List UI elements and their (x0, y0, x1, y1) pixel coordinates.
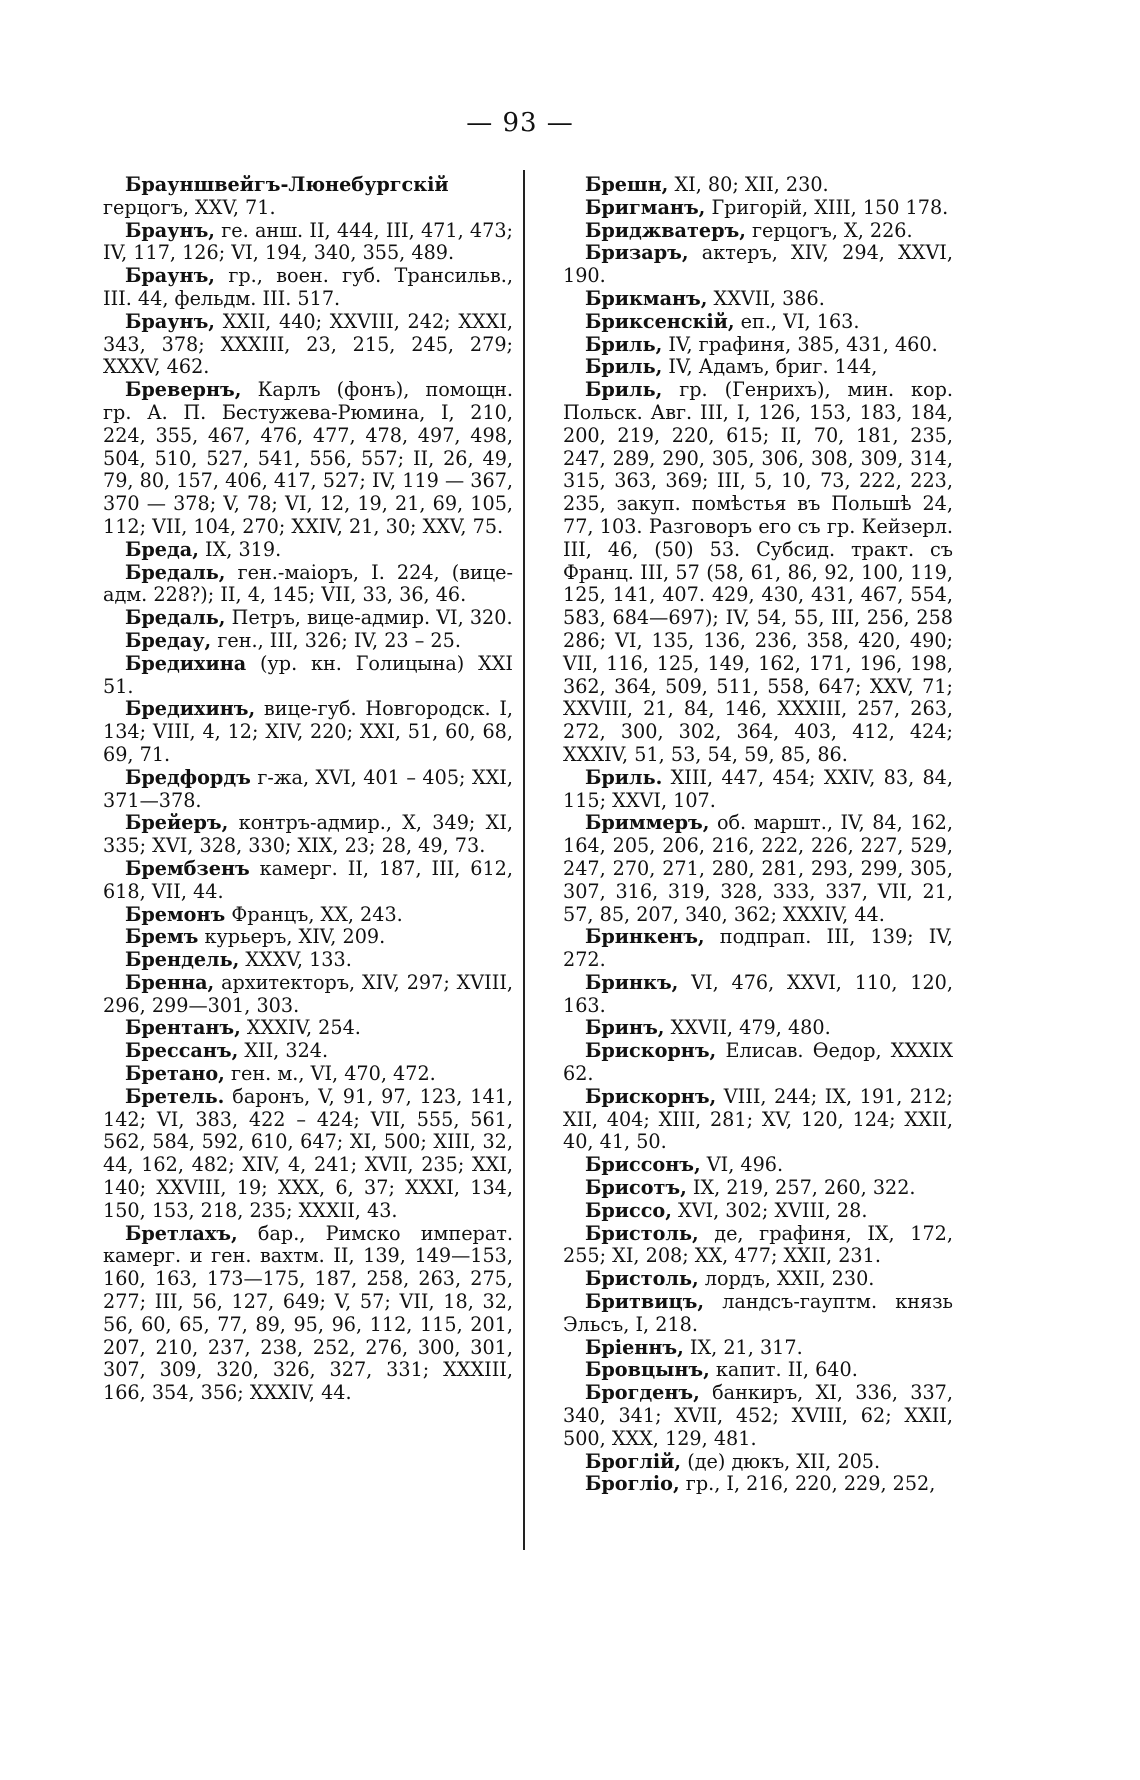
entry-references: IX, 219, 257, 260, 322. (686, 1176, 916, 1200)
entry-heading: Брисотъ, (585, 1176, 687, 1200)
entry-references: VI, 496. (700, 1153, 784, 1177)
index-entry (103, 1017, 513, 1040)
index-entry (563, 1177, 953, 1200)
entry-references: XVI, 302; XVIII, 28. (671, 1198, 868, 1222)
index-entry (103, 174, 513, 220)
entry-references: VIII, 244; IX, 191, 212; XII, 404; XIII, 281; XV, 120, 124; XXII, 40, 41, 50. (563, 1084, 953, 1154)
index-entry (103, 972, 513, 1018)
entry-references: гр. (Генрихъ), мин. кор. Польск. Авг. III, I, 126, 153, 183, 184, 200, 219, 220, 615; II, 70, 181, 235, 247, 289, 290, 305, 306, 308, 309, 314, 315, 363, 369; III, 5, 10, 73, 222, 223, 235, закуп. помѣстья въ Польшѣ 24, 77, 103. Разговоръ его съ гр. Кейзерл. III, 46, (50) 53. Субсид. тракт. съ Франц. III, 57 (58, 61, 86, 92, 100, 119, 125, 141, 407. 429, 430, 431, 467, 554, 583, 684—697); IV, 54, 55, III, 256, 258 286; VI, 135, 136, 236, 358, 420, 490; VII, 116, 125, 149, 162, 171, 196, 198, 362, 364, 509, 511, 558, 647; XXV, 71; XXVIII, 21, 84, 146, XXXIII, 257, 263, 272, 300, 302, 364, 403, 412, 424; XXXIV, 51, 53, 54, 59, 85, 86. (563, 378, 953, 766)
entry-heading: Бровцынъ, (585, 1358, 710, 1382)
entry-references: Елисав. Өедор, XXXIX 62. (563, 1039, 953, 1086)
page-number: — 93 — (466, 108, 574, 138)
entry-heading: Брембзенъ (125, 856, 250, 880)
index-entry (103, 539, 513, 562)
entry-heading: Броглій, (585, 1449, 682, 1473)
index-entry (103, 904, 513, 927)
index-entry (563, 1223, 953, 1269)
entry-references: лордъ, XXII, 230. (698, 1267, 875, 1291)
entry-references: герцогъ, X, 226. (745, 218, 913, 242)
entry-references: актеръ, XIV, 294, XXVI, 190. (563, 241, 953, 288)
entry-heading: Брешн, (585, 173, 669, 196)
index-entry (563, 288, 953, 311)
index-entry (103, 1040, 513, 1063)
entry-heading: Бредихина (125, 651, 247, 675)
index-entry (563, 1086, 953, 1154)
entry-heading: Бристоль, (585, 1267, 699, 1291)
index-entry (563, 1268, 953, 1291)
index-entry (103, 630, 513, 653)
index-entry (103, 311, 513, 379)
entry-references: ген.-маіоръ, I. 224, (вице-адм. 228?); II, 4, 145; VII, 33, 36, 46. (103, 560, 513, 607)
entry-heading: Бриссо, (585, 1198, 672, 1222)
entry-heading: Брауншвейгъ-Люнебургскій (125, 173, 449, 196)
entry-heading: Бриммеръ, (585, 811, 710, 835)
entry-heading: Брейеръ, (125, 811, 229, 835)
index-entry (103, 379, 513, 539)
index-entry (563, 926, 953, 972)
index-entry (563, 1451, 953, 1474)
left-column (103, 174, 513, 1405)
entry-heading: Бріеннъ, (585, 1335, 684, 1359)
index-entry (563, 972, 953, 1018)
entry-references: подпрап. III, 139; IV, 272. (563, 925, 953, 972)
entry-heading: Браунъ, (125, 218, 215, 242)
entry-references: ландсъ-гауптм. князь Эльсъ, I, 218. (563, 1290, 953, 1336)
entry-heading: Бринкъ, (585, 970, 679, 994)
entry-heading: Бредфордъ (125, 765, 251, 789)
entry-references: ген. м., VI, 470, 472. (224, 1062, 436, 1086)
index-entry (563, 1154, 953, 1177)
entry-references: ген., III, 326; IV, 23 – 25. (211, 628, 461, 652)
index-entry (103, 858, 513, 904)
entry-heading: Брентанъ, (125, 1016, 241, 1040)
entry-references: курьеръ, XIV, 209. (198, 925, 386, 949)
index-entry (563, 812, 953, 926)
index-entry (103, 562, 513, 608)
entry-references: капит. II, 640. (709, 1358, 858, 1382)
entry-heading: Бретано, (125, 1062, 225, 1086)
entry-references: XXVII, 386. (707, 286, 825, 310)
column-divider (523, 170, 525, 1550)
entry-references: IV, Адамъ, бриг. 144, (662, 355, 878, 379)
entry-references: де, графиня, IX, 172, 255; XI, 208; XX, 477; XXII, 231. (563, 1221, 953, 1268)
entry-references: ге. анш. II, 444, III, 471, 473; IV, 117, 126; VI, 194, 340, 355, 489. (103, 218, 513, 265)
entry-references: гр., I, 216, 220, 229, 252, (679, 1472, 936, 1496)
index-entry (563, 356, 953, 379)
entry-heading: Бриль, (585, 332, 663, 356)
entry-heading: Брискорнъ, (585, 1039, 717, 1063)
entry-references: XXVII, 479, 480. (664, 1016, 831, 1040)
index-entry (103, 1063, 513, 1086)
right-column (563, 174, 953, 1496)
entry-references: банкиръ, XI, 336, 337, 340, 341; XVII, 452; XVIII, 62; XXII, 500, XXX, 129, 481. (563, 1381, 953, 1450)
entry-references: VI, 476, XXVI, 110, 120, 163. (563, 970, 953, 1017)
index-entry (563, 242, 953, 288)
index-entry (563, 197, 953, 220)
index-entry (103, 1223, 513, 1405)
entry-references: архитекторъ, XIV, 297; XVIII, 296, 299—301, 303. (103, 970, 513, 1017)
entry-heading: Бренна, (125, 970, 215, 994)
index-entry (563, 379, 953, 767)
index-entry (103, 1086, 513, 1223)
entry-references: еп., VI, 163. (734, 309, 860, 333)
entry-heading: Бринъ, (585, 1016, 665, 1040)
entry-heading: Бризаръ, (585, 241, 689, 265)
index-entry (563, 1382, 953, 1450)
entry-heading: Бриль, (585, 378, 663, 402)
entry-references: Петръ, вице-адмир. VI, 320. (225, 606, 513, 630)
entry-references: XXII, 440; XXVIII, 242; XXXI, 343, 378; XXXIII, 23, 215, 245, 279; XXXV, 462. (103, 309, 513, 379)
entry-references: IX, 319. (198, 537, 282, 561)
index-entry (563, 1040, 953, 1086)
entry-references: (де) дюкъ, XII, 205. (681, 1449, 881, 1473)
index-entry (103, 926, 513, 949)
entry-heading: Бретлахъ, (125, 1221, 238, 1245)
entry-heading: Бремъ (125, 925, 199, 949)
entry-heading: Бристоль, (585, 1221, 699, 1245)
entry-heading: Бриль, (585, 355, 663, 379)
index-entry (563, 334, 953, 357)
index-entry (563, 311, 953, 334)
entry-references: об. маршт., IV, 84, 162, 164, 205, 206, 216, 222, 226, 227, 529, 247, 270, 271, 280, 281, 293, 299, 305, 307, 316, 319, 328, 333, 337, VII, 21, 57, 85, 207, 340, 362; XXXIV, 44. (563, 811, 953, 926)
index-entry (563, 220, 953, 243)
entry-heading: Бригманъ, (585, 195, 706, 219)
entry-heading: Брессанъ, (125, 1039, 239, 1063)
entry-references: XXXV, 133. (239, 948, 352, 972)
entry-references: (ур. кн. Голицына) XXI 51. (103, 651, 513, 698)
entry-references: XI, 80; XII, 230. (668, 173, 829, 196)
index-entry (103, 265, 513, 311)
entry-heading: Бреда, (125, 537, 199, 561)
entry-heading: Бредихинъ, (125, 697, 256, 721)
index-entry (103, 653, 513, 699)
entry-heading: Брикманъ, (585, 286, 708, 310)
entry-heading: Бриджватеръ, (585, 218, 746, 242)
entry-heading: Бревернъ, (125, 378, 242, 402)
entry-heading: Бриссонъ, (585, 1153, 701, 1177)
index-entry (103, 607, 513, 630)
entry-references: вице-губ. Новгородск. I, 134; VIII, 4, 12; XIV, 220; XXI, 51, 60, 68, 69, 71. (103, 697, 513, 766)
entry-heading: Браунъ, (125, 309, 215, 333)
entry-references: контръ-адмир., X, 349; XI, 335; XVI, 328, 330; XIX, 23; 28, 49, 73. (103, 811, 513, 858)
index-entry (563, 174, 953, 197)
entry-references: баронъ, V, 91, 97, 123, 141, 142; VI, 383, 422 – 424; VII, 555, 561, 562, 584, 592, 610, 647; XI, 500; XIII, 32, 44, 162, 482; XIV, 4, 241; XVII, 235; XXI, 140; XXVIII, 19; XXX, 6, 37; XXXI, 134, 150, 153, 218, 235; XXXII, 43. (103, 1084, 513, 1222)
entry-heading: Брискорнъ, (585, 1084, 717, 1108)
index-entry (103, 698, 513, 766)
index-entry (563, 767, 953, 813)
entry-heading: Брендель, (125, 948, 240, 972)
index-entry (103, 220, 513, 266)
entry-heading: Бремонъ (125, 902, 226, 926)
index-entry (563, 1359, 953, 1382)
index-entry (103, 812, 513, 858)
entry-references: XIII, 447, 454; XXIV, 83, 84, 115; XXVI, 107. (563, 765, 953, 812)
entry-references: бар., Римско императ. камерг. и ген. вахтм. II, 139, 149—153, 160, 163, 173—175, 187, 258, 263, 275, 277; III, 56, 127, 649; V, 57; VII, 18, 32, 56, 60, 65, 77, 89, 95, 96, 112, 115, 201, 207, 210, 237, 238, 252, 276, 300, 301, 307, 309, 320, 326, 327, 331; XXXIII, 166, 354, 356; XXXIV, 44. (103, 1221, 513, 1405)
entry-heading: Брогліо, (585, 1472, 680, 1496)
entry-heading: Бритвицъ, (585, 1290, 705, 1314)
entry-references: Григорій, XIII, 150 178. (705, 195, 949, 219)
entry-references: IV, графиня, 385, 431, 460. (662, 332, 938, 356)
entry-heading: Брогденъ, (585, 1381, 700, 1405)
entry-heading: Бредаль, (125, 606, 226, 630)
entry-references: герцогъ, XXV, 71. (103, 195, 276, 219)
entry-references: Францъ, XX, 243. (225, 902, 403, 926)
index-entry (563, 1200, 953, 1223)
index-entry (103, 767, 513, 813)
entry-references: IX, 21, 317. (683, 1335, 803, 1359)
index-entry (563, 1017, 953, 1040)
entry-references: гр., воен. губ. Трансильв., III. 44, фельдм. III. 517. (103, 264, 513, 310)
index-entry (563, 1337, 953, 1360)
entry-heading: Бриль. (585, 765, 663, 789)
entry-heading: Бредау, (125, 628, 212, 652)
entry-references: г-жа, XVI, 401 – 405; XXI, 371—378. (103, 765, 513, 812)
index-entry (563, 1473, 953, 1496)
index-entry (563, 1291, 953, 1337)
entry-references: Карлъ (фонъ), помощн. гр. А. П. Бестужева-Рюмина, I, 210, 224, 355, 467, 476, 477, 478, 497, 498, 504, 510, 527, 541, 556, 557; II, 26, 49, 79, 80, 157, 406, 417, 527; IV, 119 — 367, 370 — 378; V, 78; VI, 12, 19, 21, 69, 105, 112; VII, 104, 270; XXIV, 21, 30; XXV, 75. (103, 378, 513, 538)
entry-heading: Бредаль, (125, 560, 226, 584)
entry-heading: Бринкенъ, (585, 925, 705, 949)
entry-references: XXXIV, 254. (240, 1016, 361, 1040)
entry-heading: Бретель. (125, 1084, 225, 1108)
index-entry (103, 949, 513, 972)
entry-heading: Бриксенскій, (585, 309, 735, 333)
entry-references: камерг. II, 187, III, 612, 618, VII, 44. (103, 856, 513, 903)
entry-references: XII, 324. (238, 1039, 329, 1063)
entry-heading: Браунъ, (125, 264, 215, 288)
